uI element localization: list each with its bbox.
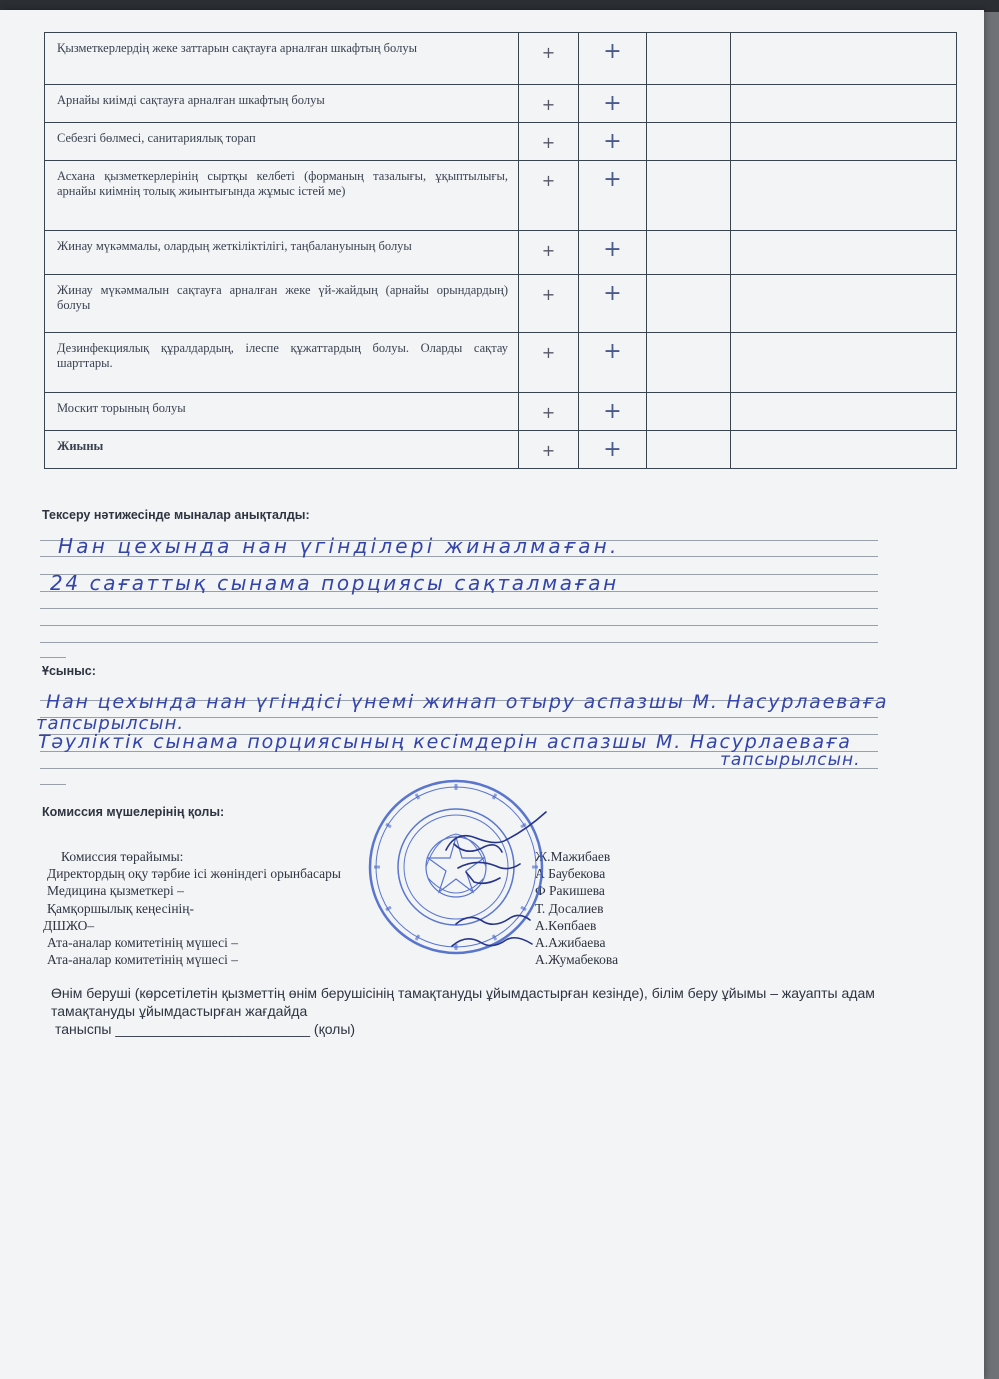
member-name: Т. Досалиев — [535, 900, 604, 916]
mark-cell-handwritten: + — [579, 231, 647, 275]
table-row — [45, 161, 957, 231]
empty-cell — [731, 333, 957, 393]
member-role: Ата-аналар комитетінің мүшесі – — [47, 952, 238, 968]
signature-row — [47, 865, 667, 882]
footer-text: Өнім беруші (көрсетілетін қызметтің өнім берушісінің тамақтануды ұйымдастырған кезінде), білім беру ұйымы – жауапты адам тамақтануды ұйымдастырған жағдайда — [51, 985, 875, 1019]
document-page — [0, 10, 984, 1379]
mark-cell-handwritten: + — [579, 85, 647, 123]
empty-cell — [647, 231, 731, 275]
acknowledgement-line: таныспы _________________________ (қолы) — [55, 1021, 356, 1037]
empty-cell — [647, 393, 731, 431]
signature-list — [43, 848, 667, 968]
mark-cell-handwritten: + — [579, 393, 647, 431]
mark-cell: + — [519, 161, 579, 231]
mark-cell-handwritten: + — [579, 431, 647, 469]
ruled-line — [40, 642, 878, 643]
member-role: Комиссия төрайымы: — [61, 849, 184, 864]
member-name: А Баубекова — [535, 866, 606, 882]
mark-cell: + — [519, 431, 579, 469]
table-row-total — [45, 431, 957, 469]
signature-row — [47, 934, 667, 951]
signature-row — [47, 848, 667, 865]
empty-cell — [647, 431, 731, 469]
checklist-table — [44, 32, 957, 469]
signature-row — [47, 882, 667, 899]
table-row — [45, 393, 957, 431]
findings-heading: Тексеру нәтижесінде мыналар анықталды: — [42, 508, 310, 522]
criterion-cell: Жиыны — [45, 431, 519, 469]
handwritten-finding-1: Нан цехында нан үгінділері жиналмаған. — [58, 534, 620, 558]
handwritten-proposal-2: тапсырылсын. — [36, 713, 185, 734]
ruled-line — [40, 784, 66, 785]
mark-cell: + — [519, 393, 579, 431]
mark-cell-handwritten: + — [579, 333, 647, 393]
handwritten-proposal-3: Тәуліктік сынама порциясының кесімдерін аспазшы М. Насурлаеваға — [38, 731, 852, 753]
table-row — [45, 85, 957, 123]
criterion-cell: Қызметкерлердің жеке заттарын сақтауға арналған шкафтың болуы — [45, 33, 519, 85]
member-name: А.Көпбаев — [535, 917, 597, 933]
table-row — [45, 333, 957, 393]
empty-cell — [647, 275, 731, 333]
mark-cell: + — [519, 333, 579, 393]
signatures-heading: Комиссия мүшелерінің қолы: — [42, 805, 225, 819]
signature-row — [47, 951, 667, 968]
empty-cell — [731, 431, 957, 469]
empty-cell — [731, 161, 957, 231]
mark-cell-handwritten: + — [579, 123, 647, 161]
empty-cell — [647, 33, 731, 85]
mark-cell: + — [519, 275, 579, 333]
member-name: А.Жумабекова — [535, 952, 619, 968]
criterion-cell: Москит торының болуы — [45, 393, 519, 431]
ruled-line — [40, 625, 878, 626]
criterion-cell: Жинау мүкәммалын сақтауға арналған жеке үй-жайдың (арнайы орындардың) болуы — [45, 275, 519, 333]
empty-cell — [731, 123, 957, 161]
signature-row — [43, 917, 667, 934]
mark-cell-handwritten: + — [579, 275, 647, 333]
ruled-line — [40, 608, 878, 609]
mark-cell: + — [519, 123, 579, 161]
empty-cell — [731, 393, 957, 431]
empty-cell — [731, 85, 957, 123]
mark-cell: + — [519, 33, 579, 85]
mark-cell: + — [519, 231, 579, 275]
handwritten-finding-2: 24 сағаттық сынама порциясы сақталмаған — [50, 571, 619, 595]
empty-cell — [731, 33, 957, 85]
empty-cell — [647, 161, 731, 231]
criterion-cell: Себезгі бөлмесі, санитариялық торап — [45, 123, 519, 161]
empty-cell — [731, 231, 957, 275]
criterion-cell: Дезинфекциялық құралдардың, ілеспе құжаттардың болуы. Оларды сақтау шарттары. — [45, 333, 519, 393]
signature-row — [47, 900, 667, 917]
criterion-cell: Асхана қызметкерлерінің сыртқы келбеті (форманың тазалығы, ұқыптылығы, арнайы киімнің толық жиынтығында жұмыс істей ме) — [45, 161, 519, 231]
member-role: Ата-аналар комитетінің мүшесі – — [47, 934, 238, 950]
table-row — [45, 123, 957, 161]
table-row — [45, 231, 957, 275]
footer-note — [51, 984, 891, 1038]
mark-cell-handwritten: + — [579, 161, 647, 231]
mark-cell-handwritten: + — [579, 33, 647, 85]
mark-cell: + — [519, 85, 579, 123]
empty-cell — [731, 275, 957, 333]
proposal-heading: Ұсыныс: — [42, 664, 96, 678]
member-name: Ф Ракишева — [535, 883, 605, 899]
empty-cell — [647, 333, 731, 393]
member-role: Қамқоршылық кеңесінің- — [47, 900, 195, 916]
empty-cell — [647, 123, 731, 161]
handwritten-proposal-4: тапсырылсын. — [720, 750, 861, 770]
member-name: Ж.Мажибаев — [535, 849, 611, 864]
member-role: Директордың оқу тәрбие ісі жөніндегі орынбасары — [47, 866, 341, 882]
criterion-cell: Арнайы киімді сақтауға арналған шкафтың болуы — [45, 85, 519, 123]
criterion-cell: Жинау мүкәммалы, олардың жеткіліктілігі, таңбалануының болуы — [45, 231, 519, 275]
ruled-line — [40, 657, 66, 658]
handwritten-proposal-1: Нан цехында нан үгіндісі үнемі жинап отыру аспазшы М. Насурлаеваға — [46, 691, 889, 713]
member-role: Медицина қызметкері – — [47, 883, 184, 899]
table-row — [45, 275, 957, 333]
empty-cell — [647, 85, 731, 123]
member-name: А.Ажибаева — [535, 934, 606, 950]
handwritten-signatures — [436, 800, 556, 960]
member-role: ДШЖО– — [43, 917, 95, 933]
table-row — [45, 33, 957, 85]
